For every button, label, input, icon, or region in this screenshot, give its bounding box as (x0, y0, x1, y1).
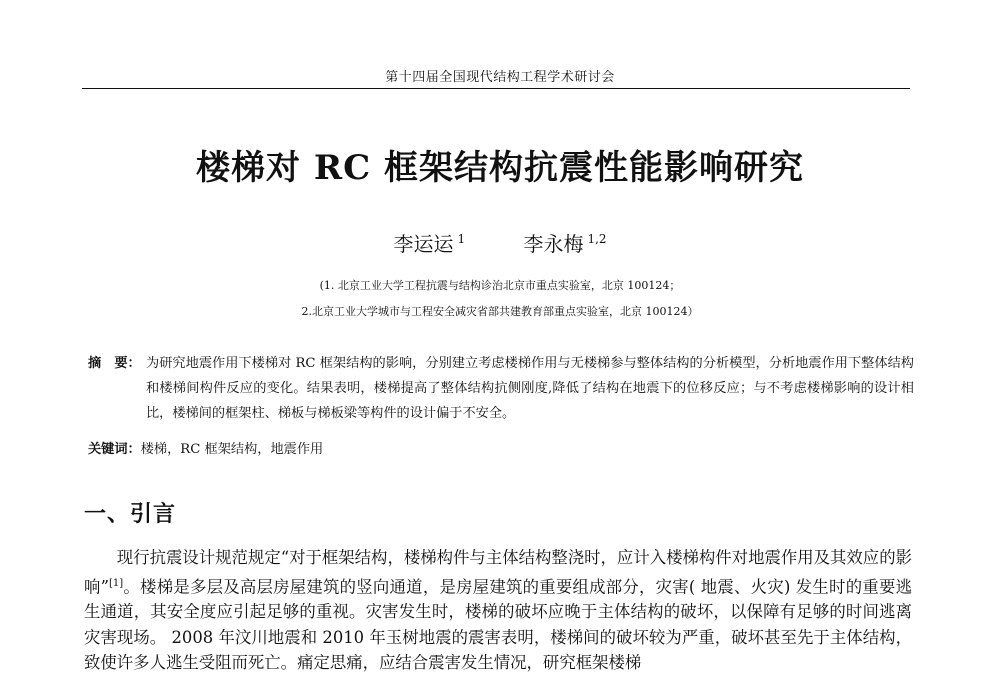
affiliation-1: (1. 北京工业大学工程抗震与结构诊治北京市重点实验室，北京 100124； (319, 279, 681, 292)
keywords-label: 关键词： (88, 442, 141, 457)
abstract-label: 摘 要： (88, 356, 141, 371)
author-1 (393, 228, 465, 257)
body-paragraph (84, 545, 912, 676)
abstract-text: 为研究地震作用下楼梯对 RC 框架结构的影响，分别建立考虑楼梯作用与无楼梯参与整体结构的分析模型，分析地震作用下整体结构和楼梯间构件反应的变化。结果表明，楼梯提高了整体结构抗侧刚度,降低了结构在地震下的位移反应；与不考虑楼梯影响的设计相比，楼梯间的框架柱、梯板与梯板梁等构件的设计偏于不安全。 (146, 356, 914, 421)
keywords-text: 楼梯，RC 框架结构，地震作用 (140, 442, 324, 457)
running-header: 第十四届全国现代结构工程学术研讨会 (385, 70, 615, 85)
section-heading: 一、引言 (84, 502, 177, 527)
author-2-affiliation-mark: 1,2 (587, 232, 607, 247)
author-2 (523, 228, 606, 257)
affiliation-2: 2.北京工业大学城市与工程安全减灾省部共建教育部重点实验室，北京 100124） (301, 305, 699, 318)
author-1-affiliation-mark: 1 (457, 232, 466, 247)
body-text-before-citation: 现行抗震设计规范规定“对于框架结构，楼梯构件与主体结构整浇时，应计入楼梯构件对地震作用及其效应的影响” (84, 548, 912, 596)
author-1-name: 李运运 (393, 232, 454, 256)
citation-mark: [1] (109, 577, 124, 589)
header-rule (82, 88, 910, 89)
keywords-line (88, 438, 323, 457)
paper-title: 楼梯对 RC 框架结构抗震性能影响研究 (196, 148, 804, 188)
author-list (0, 228, 1000, 257)
body-text-after-citation: 。楼梯是多层及高层房屋建筑的竖向通道，是房屋建筑的重要组成部分，灾害( 地震、火灾) 发生时的重要逃生通道，其安全度应引起足够的重视。灾害发生时，楼梯的破坏应晚于主体结构的破坏，以保障有足够的时间逃离灾害现场。 2008 年汶川地震和 2010 年玉树地震的震害表明，楼梯间的破坏较为严重，破坏甚至先于主体结构，致使许多人逃生受阻而死亡。痛定思痛，应结合震害发生情况，研究框架楼梯 (84, 576, 912, 673)
author-2-name: 李永梅 (523, 232, 584, 256)
